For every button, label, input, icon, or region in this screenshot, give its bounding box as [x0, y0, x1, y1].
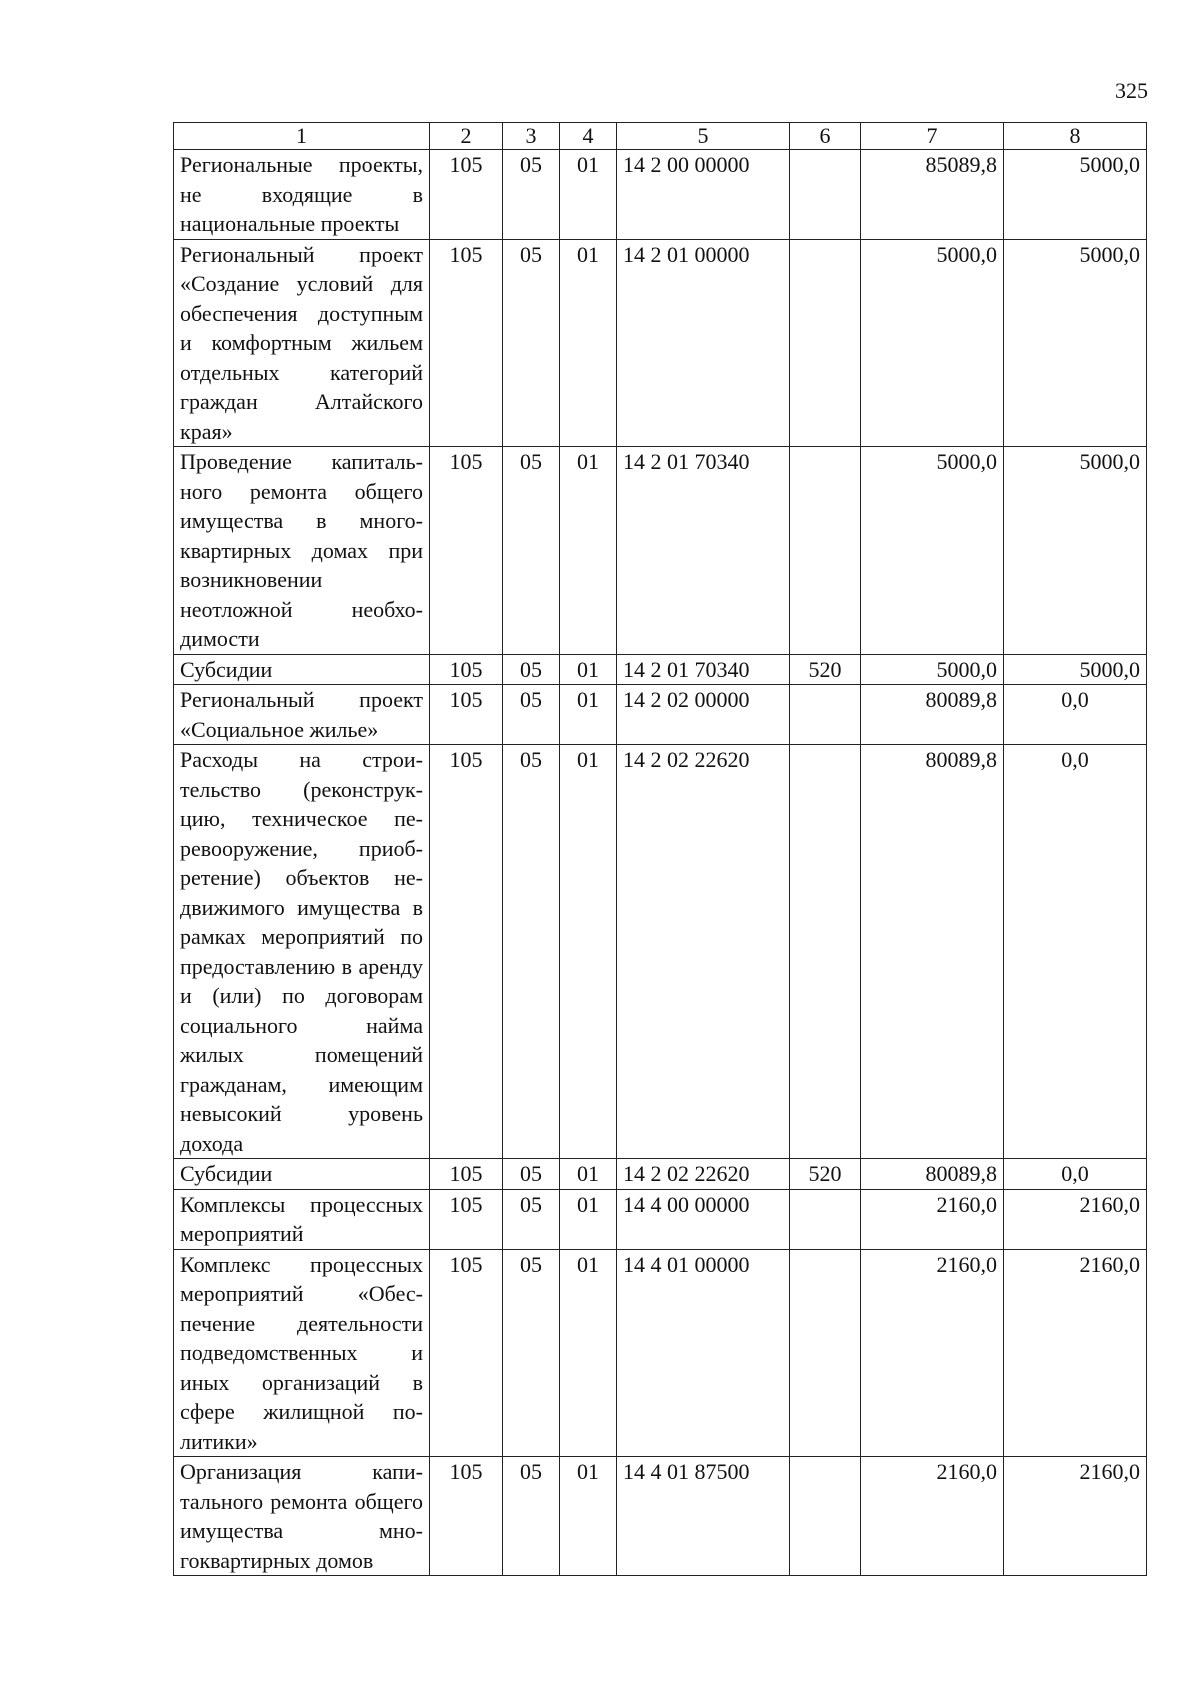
column-header: 7	[861, 123, 1004, 150]
cell-col3: 05	[503, 150, 560, 240]
cell-col7: 5000,0	[861, 447, 1004, 655]
cell-col8: 2160,0	[1004, 1249, 1147, 1457]
cell-col6	[790, 1249, 861, 1457]
cell-col3: 05	[503, 745, 560, 1159]
cell-col8: 5000,0	[1004, 239, 1147, 447]
cell-col5: 14 2 00 00000	[617, 150, 790, 240]
table-row	[174, 654, 1147, 685]
row-name: Субсидии	[174, 1159, 430, 1190]
cell-col2: 105	[430, 1189, 503, 1249]
cell-col8: 0,0	[1004, 685, 1147, 745]
row-name: Комплекс процессных мероприятий «Обеспечение деятельности подведомственных и иных организаций в сфере жилищной политики»	[174, 1249, 430, 1457]
table-row	[174, 239, 1147, 447]
cell-col4: 01	[560, 150, 617, 240]
cell-col5: 14 2 02 22620	[617, 745, 790, 1159]
cell-col6	[790, 447, 861, 655]
column-header: 8	[1004, 123, 1147, 150]
cell-col2: 105	[430, 447, 503, 655]
cell-col8: 0,0	[1004, 1159, 1147, 1190]
cell-col5: 14 4 01 00000	[617, 1249, 790, 1457]
cell-col5: 14 4 00 00000	[617, 1189, 790, 1249]
cell-col2: 105	[430, 745, 503, 1159]
cell-col5: 14 2 02 00000	[617, 685, 790, 745]
table-row	[174, 1189, 1147, 1249]
table-body	[174, 150, 1147, 1576]
table-row	[174, 1249, 1147, 1457]
budget-table	[173, 122, 1147, 1576]
row-name: Региональные проекты, не входящие в национальные проекты	[174, 150, 430, 240]
cell-col3: 05	[503, 1249, 560, 1457]
row-name: Региональный проект «Социальное жилье»	[174, 685, 430, 745]
cell-col2: 105	[430, 239, 503, 447]
cell-col3: 05	[503, 1189, 560, 1249]
cell-col3: 05	[503, 654, 560, 685]
cell-col6: 520	[790, 1159, 861, 1190]
cell-col7: 80089,8	[861, 745, 1004, 1159]
cell-col8: 5000,0	[1004, 447, 1147, 655]
cell-col8: 5000,0	[1004, 150, 1147, 240]
cell-col2: 105	[430, 150, 503, 240]
page-number: 325	[1115, 78, 1148, 103]
cell-col7: 2160,0	[861, 1189, 1004, 1249]
cell-col7: 2160,0	[861, 1249, 1004, 1457]
cell-col4: 01	[560, 239, 617, 447]
cell-col7: 5000,0	[861, 654, 1004, 685]
cell-col7: 5000,0	[861, 239, 1004, 447]
cell-col4: 01	[560, 685, 617, 745]
cell-col6	[790, 685, 861, 745]
cell-col5: 14 2 01 70340	[617, 447, 790, 655]
cell-col4: 01	[560, 1189, 617, 1249]
column-header: 4	[560, 123, 617, 150]
cell-col3: 05	[503, 1457, 560, 1576]
cell-col3: 05	[503, 447, 560, 655]
column-header: 1	[174, 123, 430, 150]
cell-col6	[790, 1457, 861, 1576]
cell-col8: 2160,0	[1004, 1189, 1147, 1249]
table-header	[174, 123, 1147, 150]
cell-col2: 105	[430, 1249, 503, 1457]
column-header: 5	[617, 123, 790, 150]
cell-col6	[790, 150, 861, 240]
cell-col6	[790, 1189, 861, 1249]
table-row	[174, 150, 1147, 240]
column-header: 2	[430, 123, 503, 150]
cell-col7: 85089,8	[861, 150, 1004, 240]
column-header: 3	[503, 123, 560, 150]
cell-col6	[790, 239, 861, 447]
cell-col7: 80089,8	[861, 1159, 1004, 1190]
table-row	[174, 745, 1147, 1159]
cell-col5: 14 4 01 87500	[617, 1457, 790, 1576]
column-header: 6	[790, 123, 861, 150]
cell-col3: 05	[503, 1159, 560, 1190]
cell-col8: 2160,0	[1004, 1457, 1147, 1576]
table-row	[174, 1159, 1147, 1190]
cell-col2: 105	[430, 685, 503, 745]
cell-col7: 80089,8	[861, 685, 1004, 745]
cell-col4: 01	[560, 745, 617, 1159]
header-row	[174, 123, 1147, 150]
row-name: Расходы на строительство (реконструкцию, техническое перевооружение, приобретение) объектов недвижимого имущества в рамках мероприятий по предоставлению в аренду и (или) по договорам социального найма жилых помещений гражданам, имеющим невысокий уровень дохода	[174, 745, 430, 1159]
cell-col3: 05	[503, 685, 560, 745]
cell-col8: 5000,0	[1004, 654, 1147, 685]
cell-col4: 01	[560, 1457, 617, 1576]
table-row	[174, 1457, 1147, 1576]
row-name: Субсидии	[174, 654, 430, 685]
cell-col4: 01	[560, 447, 617, 655]
cell-col7: 2160,0	[861, 1457, 1004, 1576]
cell-col6: 520	[790, 654, 861, 685]
row-name: Региональный проект «Создание условий для обеспечения доступным и комфортным жильем отдельных категорий граждан Алтайского края»	[174, 239, 430, 447]
cell-col3: 05	[503, 239, 560, 447]
cell-col5: 14 2 02 22620	[617, 1159, 790, 1190]
cell-col4: 01	[560, 1159, 617, 1190]
cell-col8: 0,0	[1004, 745, 1147, 1159]
cell-col2: 105	[430, 1457, 503, 1576]
cell-col6	[790, 745, 861, 1159]
row-name: Организация капитального ремонта общего имущества многоквартирных домов	[174, 1457, 430, 1576]
table-row	[174, 447, 1147, 655]
row-name: Комплексы процессных мероприятий	[174, 1189, 430, 1249]
cell-col2: 105	[430, 654, 503, 685]
cell-col4: 01	[560, 1249, 617, 1457]
row-name: Проведение капитального ремонта общего имущества в многоквартирных домах при возникновении неотложной необходимости	[174, 447, 430, 655]
cell-col2: 105	[430, 1159, 503, 1190]
cell-col4: 01	[560, 654, 617, 685]
cell-col5: 14 2 01 00000	[617, 239, 790, 447]
table-row	[174, 685, 1147, 745]
cell-col5: 14 2 01 70340	[617, 654, 790, 685]
